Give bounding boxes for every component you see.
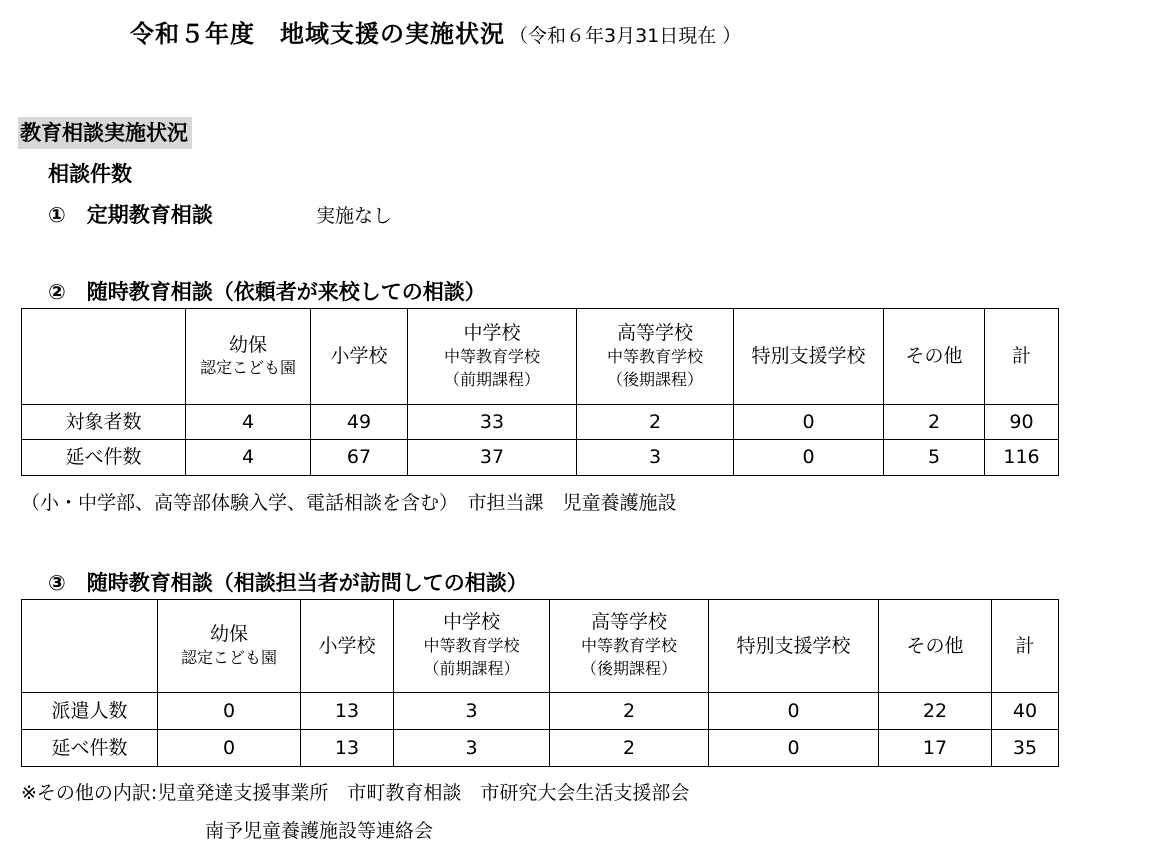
- header-elementary: 小学校: [301, 600, 394, 693]
- item1-label: ① 定期教育相談: [48, 203, 213, 227]
- table-cell: 2: [550, 730, 709, 767]
- header-kindergarten: 幼保 認定こども園: [186, 309, 311, 405]
- table-cell: 0: [709, 730, 879, 767]
- item2-label: ② 随時教育相談（依頼者が来校しての相談）: [48, 280, 486, 304]
- table-cell: 5: [884, 440, 985, 476]
- table-cell: 17: [879, 730, 992, 767]
- header-special-support: 特別支援学校: [734, 309, 884, 405]
- section-subheading: 相談件数: [48, 162, 132, 186]
- header-kindergarten: 幼保 認定こども園: [158, 600, 301, 693]
- table-cell: 35: [992, 730, 1059, 767]
- item3-note-line2: 南予児童養護施設等連絡会: [205, 820, 434, 842]
- table-cell: 0: [734, 405, 884, 440]
- section-heading: 教育相談実施状況: [18, 117, 192, 149]
- page-title: [130, 14, 741, 49]
- table-cell: 90: [985, 405, 1059, 440]
- title-date-note: （令和６年3月31日現在 ）: [509, 25, 742, 47]
- item1-value: 実施なし: [316, 205, 393, 227]
- table-cell: 13: [301, 730, 394, 767]
- table-cell: 0: [158, 693, 301, 730]
- table-cell: 0: [734, 440, 884, 476]
- table-header-row: [22, 600, 1059, 693]
- row-label: 延べ件数: [22, 440, 186, 476]
- item3-note-line1: ※その他の内訳:児童発達支援事業所 市町教育相談 市研究大会生活支援部会: [21, 782, 690, 804]
- table-cell: 116: [985, 440, 1059, 476]
- table-cell: 0: [158, 730, 301, 767]
- header-corner: [22, 309, 186, 405]
- table-cell: 13: [301, 693, 394, 730]
- table-cell: 2: [884, 405, 985, 440]
- header-corner: [22, 600, 158, 693]
- table-cell: 49: [311, 405, 408, 440]
- table-cell: 22: [879, 693, 992, 730]
- table-row: [22, 730, 1059, 767]
- table-header-row: [22, 309, 1059, 405]
- header-junior-high: 中学校 中等教育学校 （前期課程）: [394, 600, 550, 693]
- header-special-support: 特別支援学校: [709, 600, 879, 693]
- header-high-school: 高等学校 中等教育学校 （後期課程）: [577, 309, 734, 405]
- row-label: 派遣人数: [22, 693, 158, 730]
- header-junior-high: 中学校 中等教育学校 （前期課程）: [408, 309, 577, 405]
- table-cell: 3: [577, 440, 734, 476]
- table-row: [22, 405, 1059, 440]
- table-cell: 4: [186, 440, 311, 476]
- table-cell: 33: [408, 405, 577, 440]
- table-visit-school: [21, 308, 1059, 476]
- header-other: その他: [884, 309, 985, 405]
- table-cell: 4: [186, 405, 311, 440]
- table-cell: 67: [311, 440, 408, 476]
- header-elementary: 小学校: [311, 309, 408, 405]
- table-cell: 2: [577, 405, 734, 440]
- table-visit-outreach: [21, 599, 1059, 767]
- table-cell: 3: [394, 730, 550, 767]
- table-cell: 2: [550, 693, 709, 730]
- table-cell: 40: [992, 693, 1059, 730]
- table-cell: 37: [408, 440, 577, 476]
- header-total: 計: [985, 309, 1059, 405]
- item3-label: ③ 随時教育相談（相談担当者が訪問しての相談）: [48, 571, 528, 595]
- row-label: 対象者数: [22, 405, 186, 440]
- header-total: 計: [992, 600, 1059, 693]
- title-text: 令和５年度 地域支援の実施状況: [130, 20, 505, 48]
- table-cell: 0: [709, 693, 879, 730]
- item2-note: （小・中学部、高等部体験入学、電話相談を含む） 市担当課 児童養護施設: [21, 492, 677, 514]
- table-cell: 3: [394, 693, 550, 730]
- header-high-school: 高等学校 中等教育学校 （後期課程）: [550, 600, 709, 693]
- header-other: その他: [879, 600, 992, 693]
- row-label: 延べ件数: [22, 730, 158, 767]
- table-row: [22, 440, 1059, 476]
- table-row: [22, 693, 1059, 730]
